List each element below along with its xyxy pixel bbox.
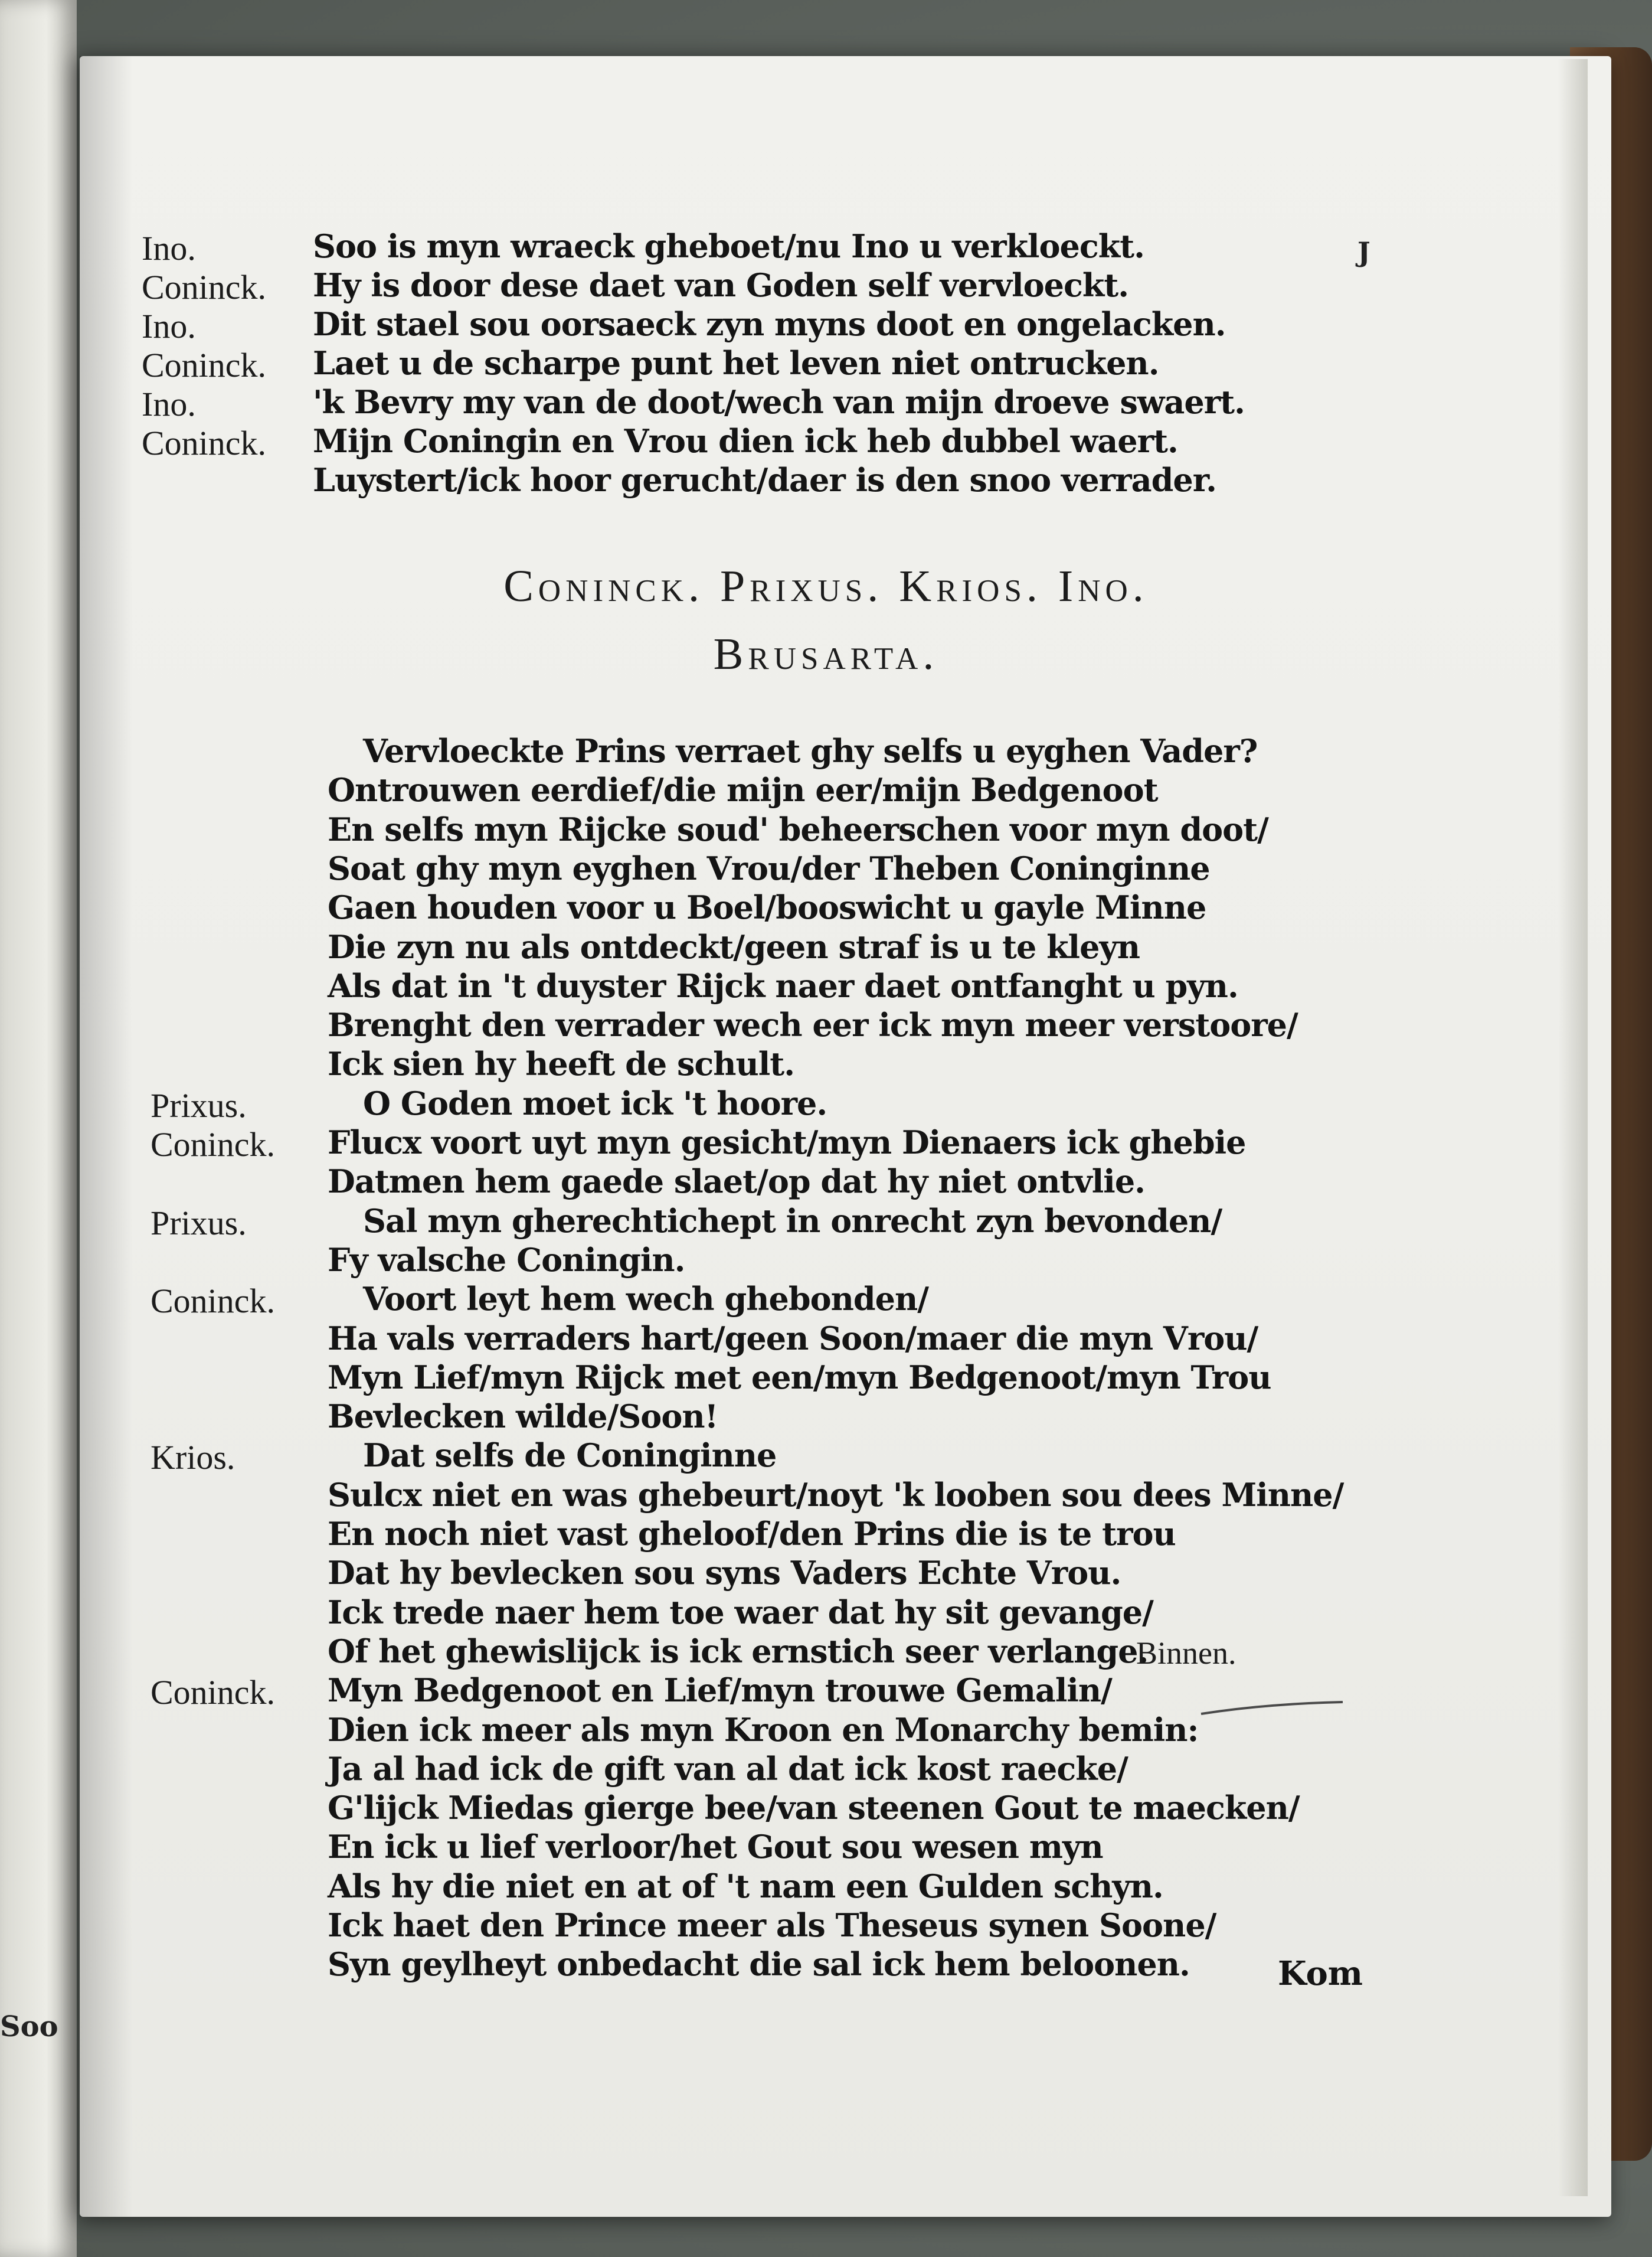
verse-line: Datmen hem gaede slaet/op dat hy niet ontvlie. xyxy=(328,1162,1145,1201)
verse-line: Ick trede naer hem toe waer dat hy sit gevange/ xyxy=(328,1593,1153,1631)
verse-line: En selfs myn Rijcke soud' beheerschen voor myn doot/ xyxy=(328,810,1268,848)
verse-line: Dit stael sou oorsaeck zyn myns doot en ongelacken. xyxy=(313,305,1226,343)
speaker-label: Prixus. xyxy=(151,1203,247,1242)
verse-line: Ontrouwen eerdief/die mijn eer/mijn Bedgenoot xyxy=(328,771,1158,809)
verse-line: En noch niet vast gheloof/den Prins die is te trou xyxy=(328,1515,1176,1553)
verse-line: Luystert/ick hoor gerucht/daer is den snoo verrader. xyxy=(313,461,1216,499)
verse-line: Brenght den verrader wech eer ick myn meer verstoore/ xyxy=(328,1006,1298,1044)
verse-line: Of het ghewislijck is ick ernstich seer verlange. xyxy=(328,1632,1149,1670)
speaker-label: Coninck. xyxy=(151,1125,276,1164)
page-gutter-shadow xyxy=(80,56,133,2217)
verse-line: Dat selfs de Coninginne xyxy=(363,1436,777,1475)
verse-line: Als dat in 't duyster Rijck naer daet ontfanght u pyn. xyxy=(328,966,1238,1005)
speaker-label: Coninck. xyxy=(151,1282,276,1321)
speaker-label: Coninck. xyxy=(151,1673,276,1712)
catchword: Kom xyxy=(1278,1954,1363,1993)
verse-line: Ha vals verraders hart/geen Soon/maer die myn Vrou/ xyxy=(328,1319,1258,1357)
verse-line: Dien ick meer als myn Kroon en Monarchy bemin: xyxy=(328,1710,1199,1749)
scene-heading-line-2: Brusarta. xyxy=(713,629,939,679)
verse-line: Soat ghy myn eyghen Vrou/der Theben Coninginne xyxy=(328,849,1210,887)
verse-line: Ick haet den Prince meer als Theseus synen Soone/ xyxy=(328,1906,1216,1944)
verse-line: Die zyn nu als ontdeckt/geen straf is u te kleyn xyxy=(328,927,1140,966)
verse-line: Vervloeckte Prins verraet ghy selfs u eyghen Vader? xyxy=(363,732,1258,770)
verse-line: Fy valsche Coningin. xyxy=(328,1240,685,1279)
verse-line: Sal myn gherechtichept in onrecht zyn bevonden/ xyxy=(363,1201,1222,1240)
speaker-label: Ino. xyxy=(142,385,196,423)
verse-line: Flucx voort uyt myn gesicht/myn Dienaers ick ghebie xyxy=(328,1123,1246,1161)
verse-line: Soo is myn wraeck gheboet/nu Ino u verkloeckt. xyxy=(313,227,1144,265)
facing-page-edge xyxy=(0,0,77,2257)
verse-line: Als hy die niet en at of 't nam een Gulden schyn. xyxy=(328,1867,1163,1905)
verse-line: Bevlecken wilde/Soon! xyxy=(328,1397,718,1436)
ink-pen-stroke xyxy=(1198,1697,1346,1721)
speaker-label: Prixus. xyxy=(151,1086,247,1125)
scene-heading-line-1: Coninck. Prixus. Krios. Ino. xyxy=(503,561,1149,611)
speaker-label: Coninck. xyxy=(142,424,267,462)
verse-line: Hy is door dese daet van Goden self vervloeckt. xyxy=(313,266,1128,304)
speaker-label: Coninck. xyxy=(142,346,267,384)
speaker-label: Ino. xyxy=(142,229,196,267)
verse-line: O Goden moet ick 't hoore. xyxy=(363,1084,827,1122)
verse-line: G'lijck Miedas gierge bee/van steenen Gout te maecken/ xyxy=(328,1789,1300,1827)
verse-line: Dat hy bevlecken sou syns Vaders Echte Vrou. xyxy=(328,1554,1121,1592)
verse-line: Myn Bedgenoot en Lief/myn trouwe Gemalin/ xyxy=(328,1671,1112,1710)
verse-line: Mijn Coningin en Vrou dien ick heb dubbel waert. xyxy=(313,422,1178,460)
page-edge xyxy=(1558,59,1588,2196)
verse-line: Sulcx niet en was ghebeurt/noyt 'k looben sou dees Minne/ xyxy=(328,1475,1344,1514)
speaker-label: Ino. xyxy=(142,307,196,345)
verse-line: 'k Bevry my van de doot/wech van mijn droeve swaert. xyxy=(313,383,1245,421)
stage-direction: Binnen. xyxy=(1136,1635,1236,1671)
verse-line: Ja al had ick de gift van al dat ick kost raecke/ xyxy=(328,1749,1128,1788)
verse-line: Syn geylheyt onbedacht die sal ick hem beloonen. xyxy=(328,1945,1190,1984)
speaker-label: Krios. xyxy=(151,1438,235,1477)
verse-line: En ick u lief verloor/het Gout sou wesen myn xyxy=(328,1828,1103,1866)
verse-line: Ick sien hy heeft de schult. xyxy=(328,1045,795,1083)
margin-mark: J xyxy=(1357,236,1370,268)
speaker-label: Coninck. xyxy=(142,268,267,306)
verse-line: Myn Lief/myn Rijck met een/myn Bedgenoot/myn Trou xyxy=(328,1358,1271,1396)
facing-page-catchword: Soo xyxy=(0,2010,58,2043)
verse-line: Voort leyt hem wech ghebonden/ xyxy=(363,1280,929,1318)
verse-line: Laet u de scharpe punt het leven niet ontrucken. xyxy=(313,344,1159,382)
verse-line: Gaen houden voor u Boel/booswicht u gayle Minne xyxy=(328,889,1206,927)
